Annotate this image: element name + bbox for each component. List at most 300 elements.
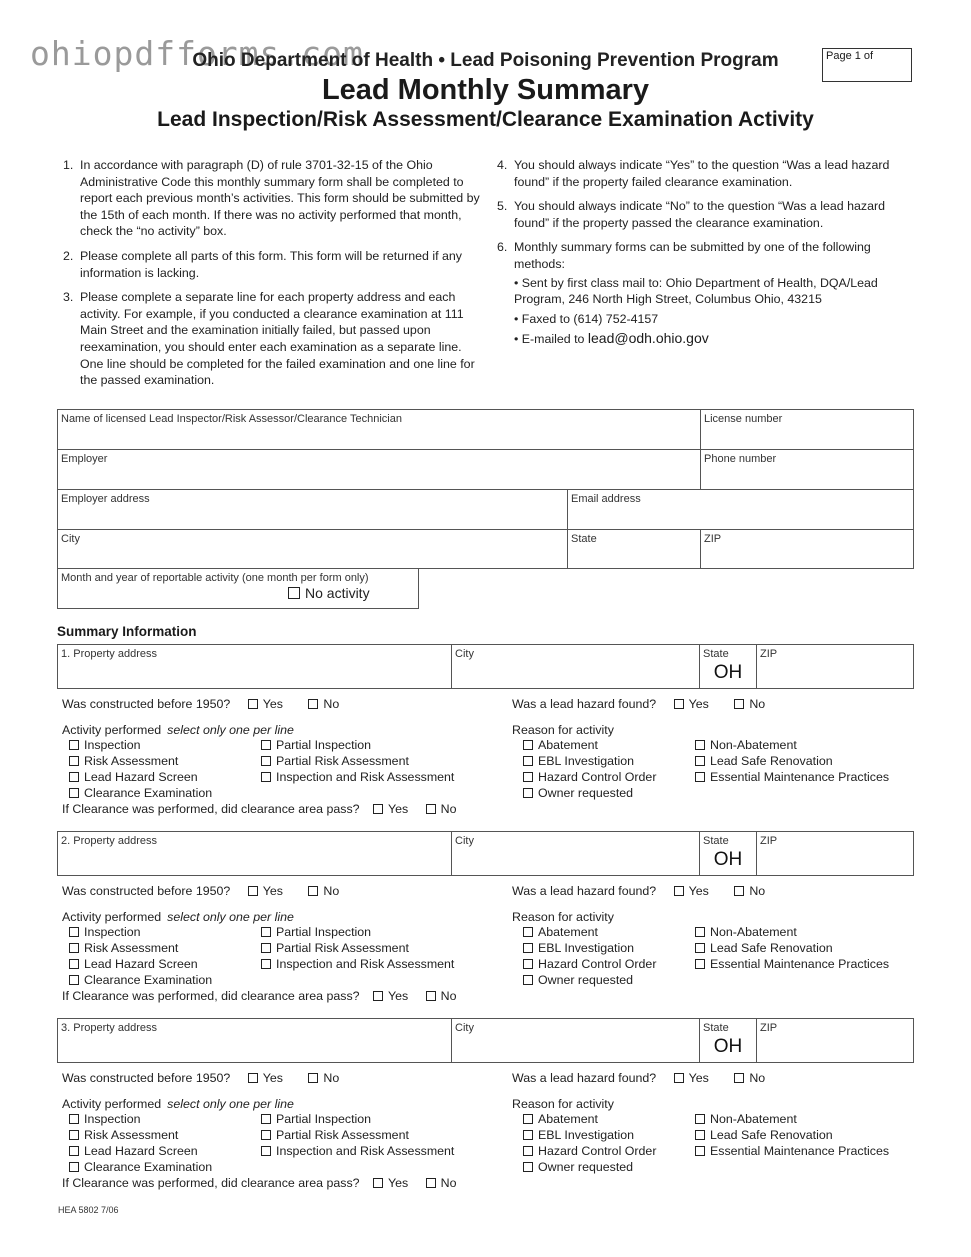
reason-option[interactable]: [695, 1112, 889, 1128]
option-label: Inspection: [84, 738, 141, 752]
reason-options-col1: [523, 738, 656, 802]
field-label: City: [455, 648, 474, 660]
phone-number-field[interactable]: [700, 449, 914, 490]
reason-option[interactable]: [695, 770, 889, 786]
reason-option[interactable]: [523, 1160, 656, 1176]
reason-option[interactable]: [523, 925, 656, 941]
instruction-text: You should always indicate “No” to the question “Was a lead hazard found” if the property passed the clearance examination.: [514, 199, 886, 230]
option-label: Hazard Control Order: [538, 769, 657, 784]
activity-option[interactable]: [69, 754, 212, 770]
reason-option[interactable]: [695, 1128, 889, 1144]
instructions-right: [497, 157, 907, 348]
checkbox[interactable]: [261, 756, 271, 766]
checkbox[interactable]: [523, 943, 533, 953]
property-city-field[interactable]: [451, 644, 700, 689]
field-label: ZIP: [704, 533, 722, 545]
field-label: City: [455, 1022, 474, 1034]
activity-option[interactable]: [69, 1160, 212, 1176]
constructed-yes[interactable]: [248, 697, 283, 711]
state-value: OH: [713, 1036, 743, 1057]
field-label: 1. Property address: [61, 648, 157, 660]
activity-heading-text: Activity performed: [62, 1097, 162, 1111]
option-label: Inspection and Risk Assessment: [276, 1143, 455, 1158]
option-label: Clearance Examination: [84, 1159, 213, 1174]
clearance-label: If Clearance was performed, did clearance area pass?: [62, 989, 360, 1003]
checkbox[interactable]: [248, 886, 258, 896]
option-label: Essential Maintenance Practices: [710, 1143, 890, 1158]
option-label: Lead Safe Renovation: [710, 753, 833, 768]
constructed-yes[interactable]: [248, 884, 283, 898]
field-label: City: [455, 835, 474, 847]
page-label: Page 1 of: [826, 50, 874, 62]
reason-option[interactable]: [523, 973, 656, 989]
constructed-question: [62, 884, 361, 898]
constructed-no[interactable]: [308, 884, 339, 898]
checkbox[interactable]: [373, 1178, 383, 1188]
option-label: Inspection and Risk Assessment: [276, 769, 455, 784]
constructed-label: Was constructed before 1950?: [62, 884, 231, 898]
instruction-number: 4.: [497, 158, 508, 172]
instruction-text: In accordance with paragraph (D) of rule 3701-32-15 of the Ohio Administrative Code this monthly summary form shall be completed to report each previous month’s activities. This form should be submitted by the 15th of each month. If there was no activity performed that month, check the “no activity” box.: [80, 158, 480, 239]
checkbox[interactable]: [695, 959, 705, 969]
option-label: Non-Abatement: [710, 925, 797, 939]
checkbox[interactable]: [426, 1178, 436, 1188]
option-label: Yes: [262, 697, 283, 711]
option-label: Owner requested: [538, 785, 634, 800]
property-block-2: [57, 831, 914, 1021]
option-label: EBL Investigation: [538, 1127, 634, 1142]
checkbox[interactable]: [695, 1146, 705, 1156]
option-label: Lead Safe Renovation: [710, 1127, 833, 1142]
option-label: Partial Inspection: [276, 925, 372, 939]
property-state-field[interactable]: [699, 644, 757, 689]
field-label: Email address: [571, 493, 641, 505]
instruction-text: Monthly summary forms can be submitted by one of the following methods:: [514, 240, 871, 271]
checkbox[interactable]: [695, 943, 705, 953]
reason-options-col2: [695, 925, 889, 973]
constructed-question: [62, 1071, 361, 1085]
option-label: Hazard Control Order: [538, 956, 657, 971]
option-label: Clearance Examination: [84, 785, 213, 800]
option-label: Abatement: [538, 738, 598, 752]
property-zip-field[interactable]: [756, 1018, 914, 1063]
field-label: Month and year of reportable activity (one month per form only): [61, 572, 369, 584]
instruction-number: 5.: [497, 199, 508, 214]
reason-option[interactable]: [523, 770, 656, 786]
email-link[interactable]: lead@odh.ohio.gov: [587, 330, 709, 347]
checkbox[interactable]: [523, 1114, 533, 1124]
option-label: Partial Risk Assessment: [276, 753, 409, 768]
activity-options-col1: [69, 1112, 212, 1176]
checkbox[interactable]: [373, 804, 383, 814]
checkbox[interactable]: [69, 1114, 79, 1124]
checkbox[interactable]: [261, 740, 271, 750]
option-label: EBL Investigation: [538, 940, 634, 955]
option-label: Yes: [262, 1071, 283, 1085]
summary-title: Summary Information: [57, 624, 197, 639]
option-label: Essential Maintenance Practices: [710, 956, 890, 971]
checkbox[interactable]: [523, 1162, 533, 1172]
field-label: State: [703, 835, 729, 847]
property-address-field[interactable]: [57, 1018, 452, 1063]
constructed-label: Was constructed before 1950?: [62, 697, 231, 711]
constructed-label: Was constructed before 1950?: [62, 1071, 231, 1085]
checkbox[interactable]: [695, 927, 705, 937]
activity-option[interactable]: [261, 1144, 454, 1160]
option-label: Inspection and Risk Assessment: [276, 956, 455, 971]
checkbox[interactable]: [523, 772, 533, 782]
instruction-item: [497, 198, 907, 231]
activity-option[interactable]: [261, 738, 454, 754]
activity-heading: [62, 910, 294, 924]
option-label: Lead Hazard Screen: [84, 1143, 198, 1158]
hazard-no[interactable]: [734, 884, 765, 898]
option-label: Inspection: [84, 925, 141, 939]
activity-option[interactable]: [69, 786, 212, 802]
field-label: License number: [704, 413, 783, 425]
checkbox[interactable]: [261, 1130, 271, 1140]
checkbox[interactable]: [695, 772, 705, 782]
instruction-item: [63, 289, 480, 389]
checkbox[interactable]: [734, 699, 744, 709]
reason-option[interactable]: [523, 754, 656, 770]
reason-option[interactable]: [523, 786, 656, 802]
reason-option[interactable]: [695, 925, 889, 941]
option-label: No: [440, 802, 457, 816]
checkbox[interactable]: [695, 1114, 705, 1124]
activity-option[interactable]: [261, 957, 454, 973]
hazard-question: [512, 1071, 787, 1085]
method-email-prefix: • E-mailed to: [514, 332, 588, 347]
activity-options-col1: [69, 738, 212, 802]
checkbox[interactable]: [523, 927, 533, 937]
reason-options-col1: [523, 1112, 656, 1176]
activity-hint: select only one per line: [167, 1097, 294, 1111]
field-label: 2. Property address: [61, 835, 157, 847]
constructed-no[interactable]: [308, 697, 339, 711]
checkbox[interactable]: [523, 1130, 533, 1140]
checkbox[interactable]: [69, 943, 79, 953]
option-label: Lead Hazard Screen: [84, 956, 198, 971]
activity-heading: [62, 723, 294, 737]
reason-option[interactable]: [695, 738, 889, 754]
method-mail: • Sent by first class mail to: Ohio Department of Health, DQA/Lead Program, 246 North High Street, Columbus Ohio, 43215: [514, 275, 878, 307]
field-label: State: [703, 1022, 729, 1034]
option-label: Partial Risk Assessment: [276, 1127, 409, 1142]
activity-option[interactable]: [69, 957, 212, 973]
option-label: No: [323, 1071, 340, 1085]
reason-option[interactable]: [523, 1144, 656, 1160]
property-address-field[interactable]: [57, 644, 452, 689]
clearance-no[interactable]: [426, 1176, 457, 1190]
activity-heading-text: Activity performed: [62, 910, 162, 924]
city-field[interactable]: [57, 529, 568, 569]
checkbox[interactable]: [426, 804, 436, 814]
checkbox[interactable]: [69, 959, 79, 969]
reason-option[interactable]: [695, 941, 889, 957]
checkbox[interactable]: [261, 1146, 271, 1156]
option-label: Risk Assessment: [84, 1127, 179, 1142]
property-address-field[interactable]: [57, 831, 452, 876]
property-city-field[interactable]: [451, 831, 700, 876]
checkbox[interactable]: [248, 699, 258, 709]
hazard-yes[interactable]: [674, 697, 709, 711]
option-label: Risk Assessment: [84, 753, 179, 768]
reason-heading: Reason for activity: [512, 910, 614, 924]
activity-option[interactable]: [261, 1112, 454, 1128]
checkbox[interactable]: [261, 959, 271, 969]
clearance-label: If Clearance was performed, did clearance area pass?: [62, 1176, 360, 1190]
hazard-yes[interactable]: [674, 1071, 709, 1085]
constructed-question: [62, 697, 361, 711]
instruction-item: [63, 248, 480, 281]
option-label: Yes: [388, 802, 409, 816]
checkbox[interactable]: [69, 927, 79, 937]
reason-option[interactable]: [523, 941, 656, 957]
state-field[interactable]: [567, 529, 701, 569]
month-year-field[interactable]: [57, 568, 419, 609]
checkbox[interactable]: [734, 886, 744, 896]
reason-option[interactable]: [523, 738, 656, 754]
field-label: Name of licensed Lead Inspector/Risk Assessor/Clearance Technician: [61, 413, 402, 425]
option-label: Hazard Control Order: [538, 1143, 657, 1158]
activity-option[interactable]: [69, 973, 212, 989]
option-label: Lead Safe Renovation: [710, 940, 833, 955]
checkbox[interactable]: [69, 1162, 79, 1172]
option-label: No: [440, 989, 457, 1003]
checkbox[interactable]: [695, 740, 705, 750]
checkbox[interactable]: [248, 1073, 258, 1083]
activity-option[interactable]: [69, 1112, 212, 1128]
employer-address-field[interactable]: [57, 489, 568, 530]
option-label: Partial Risk Assessment: [276, 940, 409, 955]
option-label: Yes: [688, 697, 709, 711]
checkbox[interactable]: [261, 1114, 271, 1124]
clearance-question: [62, 989, 479, 1003]
option-label: No: [323, 884, 340, 898]
checkbox[interactable]: [523, 975, 533, 985]
checkbox[interactable]: [261, 772, 271, 782]
state-value: OH: [713, 662, 743, 683]
property-zip-field[interactable]: [756, 831, 914, 876]
checkbox[interactable]: [373, 991, 383, 1001]
activity-options-col2: [261, 1112, 454, 1160]
checkbox[interactable]: [261, 943, 271, 953]
activity-option[interactable]: [69, 1128, 212, 1144]
activity-heading: [62, 1097, 294, 1111]
activity-options-col1: [69, 925, 212, 989]
instructions-left: [63, 157, 480, 397]
hazard-label: Was a lead hazard found?: [512, 697, 657, 711]
activity-option[interactable]: [69, 941, 212, 957]
property-state-field[interactable]: [699, 1018, 757, 1063]
option-label: Essential Maintenance Practices: [710, 769, 890, 784]
property-block-3: [57, 1018, 914, 1208]
reason-option[interactable]: [523, 1112, 656, 1128]
hazard-no[interactable]: [734, 1071, 765, 1085]
activity-option[interactable]: [261, 754, 454, 770]
activity-option[interactable]: [261, 925, 454, 941]
agency-header: Ohio Department of Health • Lead Poisoning Prevention Program: [192, 50, 779, 71]
option-label: Yes: [388, 1176, 409, 1190]
property-zip-field[interactable]: [756, 644, 914, 689]
no-activity-checkbox[interactable]: [288, 587, 300, 599]
field-label: Employer: [61, 453, 108, 465]
activity-hint: select only one per line: [167, 910, 294, 924]
checkbox[interactable]: [674, 699, 684, 709]
constructed-no[interactable]: [308, 1071, 339, 1085]
clearance-question: [62, 1176, 479, 1190]
reason-option[interactable]: [695, 1144, 889, 1160]
form-code: HEA 5802 7/06: [58, 1205, 119, 1215]
field-label: Employer address: [61, 493, 150, 505]
clearance-label: If Clearance was performed, did clearance area pass?: [62, 802, 360, 816]
activity-option[interactable]: [261, 1128, 454, 1144]
activity-option[interactable]: [261, 941, 454, 957]
property-state-field[interactable]: [699, 831, 757, 876]
field-label: State: [703, 648, 729, 660]
checkbox[interactable]: [69, 756, 79, 766]
reason-option[interactable]: [523, 1128, 656, 1144]
hazard-label: Was a lead hazard found?: [512, 1071, 657, 1085]
clearance-yes[interactable]: [373, 802, 408, 816]
option-label: Yes: [688, 884, 709, 898]
clearance-no[interactable]: [426, 989, 457, 1003]
watermark: ohiopdfforms.com: [30, 34, 364, 73]
option-label: Partial Inspection: [276, 1112, 372, 1126]
license-number-field[interactable]: [700, 409, 914, 450]
instruction-number: 3.: [63, 290, 74, 305]
activity-options-col2: [261, 925, 454, 973]
zip-field[interactable]: [700, 529, 914, 569]
reason-options-col2: [695, 738, 889, 786]
hazard-question: [512, 884, 787, 898]
checkbox[interactable]: [426, 991, 436, 1001]
option-label: Inspection: [84, 1112, 141, 1126]
checkbox[interactable]: [69, 1130, 79, 1140]
checkbox[interactable]: [695, 756, 705, 766]
no-activity-option[interactable]: [288, 585, 370, 601]
checkbox[interactable]: [69, 740, 79, 750]
activity-option[interactable]: [69, 925, 212, 941]
checkbox[interactable]: [69, 772, 79, 782]
method-fax: • Faxed to (614) 752-4157: [514, 311, 659, 326]
checkbox[interactable]: [523, 1146, 533, 1156]
option-label: Partial Inspection: [276, 738, 372, 752]
checkbox[interactable]: [523, 756, 533, 766]
hazard-no[interactable]: [734, 697, 765, 711]
checkbox[interactable]: [674, 1073, 684, 1083]
constructed-yes[interactable]: [248, 1071, 283, 1085]
employer-field[interactable]: [57, 449, 701, 490]
reason-option[interactable]: [695, 754, 889, 770]
field-label: 3. Property address: [61, 1022, 157, 1034]
reason-options-col1: [523, 925, 656, 989]
checkbox[interactable]: [523, 788, 533, 798]
clearance-yes[interactable]: [373, 1176, 408, 1190]
property-city-field[interactable]: [451, 1018, 700, 1063]
instruction-number: 2.: [63, 248, 74, 263]
clearance-yes[interactable]: [373, 989, 408, 1003]
hazard-yes[interactable]: [674, 884, 709, 898]
option-label: EBL Investigation: [538, 753, 634, 768]
checkbox[interactable]: [523, 740, 533, 750]
page-title: Lead Monthly Summary: [321, 74, 650, 106]
option-label: Clearance Examination: [84, 972, 213, 987]
property-block-1: [57, 644, 914, 834]
clearance-no[interactable]: [426, 802, 457, 816]
activity-option[interactable]: [69, 770, 212, 786]
field-label: ZIP: [760, 835, 778, 847]
instruction-text: Please complete all parts of this form. This form will be returned if any information is lacking.: [80, 248, 462, 280]
checkbox[interactable]: [261, 927, 271, 937]
option-label: No: [323, 697, 340, 711]
option-label: Yes: [688, 1071, 709, 1085]
inspector-name-field[interactable]: [57, 409, 701, 450]
option-label: Lead Hazard Screen: [84, 769, 198, 784]
checkbox[interactable]: [523, 959, 533, 969]
checkbox[interactable]: [734, 1073, 744, 1083]
field-label: State: [571, 533, 597, 545]
reason-heading: Reason for activity: [512, 1097, 614, 1111]
activity-options-col2: [261, 738, 454, 786]
instruction-item: [63, 157, 480, 240]
clearance-question: [62, 802, 479, 816]
activity-hint: select only one per line: [167, 723, 294, 737]
activity-option[interactable]: [69, 1144, 212, 1160]
no-activity-label: No activity: [305, 585, 370, 601]
activity-option[interactable]: [69, 738, 212, 754]
field-label: ZIP: [760, 1022, 778, 1034]
field-label: Phone number: [704, 453, 777, 465]
activity-option[interactable]: [261, 770, 454, 786]
state-value: OH: [713, 849, 743, 870]
checkbox[interactable]: [69, 788, 79, 798]
option-label: No: [749, 884, 766, 898]
instruction-text: Please complete a separate line for each property address and each activity. For example, if you conducted a clearance examination at 111 Main Street and the examination initially failed, but passed upon reexamination, you should enter each examination as a separate line. One line should be completed for the failed examination and one line for the passed examination.: [80, 290, 475, 388]
option-label: Abatement: [538, 925, 598, 939]
field-label: ZIP: [760, 648, 778, 660]
reason-option[interactable]: [695, 957, 889, 973]
checkbox[interactable]: [308, 886, 318, 896]
option-label: No: [440, 1176, 457, 1190]
email-address-field[interactable]: [567, 489, 914, 530]
reason-heading: Reason for activity: [512, 723, 614, 737]
option-label: Risk Assessment: [84, 940, 179, 955]
option-label: Yes: [262, 884, 283, 898]
hazard-question: [512, 697, 787, 711]
instruction-item: [497, 157, 907, 190]
reason-options-col2: [695, 1112, 889, 1160]
activity-heading-text: Activity performed: [62, 723, 162, 737]
checkbox[interactable]: [308, 1073, 318, 1083]
instruction-number: 6.: [497, 240, 508, 255]
instruction-number: 1.: [63, 158, 74, 172]
checkbox[interactable]: [69, 975, 79, 985]
option-label: Non-Abatement: [710, 738, 797, 752]
reason-option[interactable]: [523, 957, 656, 973]
checkbox[interactable]: [695, 1130, 705, 1140]
option-label: No: [749, 1071, 766, 1085]
checkbox[interactable]: [674, 886, 684, 896]
checkbox[interactable]: [69, 1146, 79, 1156]
instruction-text: You should always indicate “Yes” to the question “Was a lead hazard found” if the property failed clearance examination.: [514, 158, 890, 189]
instruction-item: [497, 239, 907, 272]
option-label: Non-Abatement: [710, 1112, 797, 1126]
hazard-label: Was a lead hazard found?: [512, 884, 657, 898]
option-label: No: [749, 697, 766, 711]
checkbox[interactable]: [308, 699, 318, 709]
